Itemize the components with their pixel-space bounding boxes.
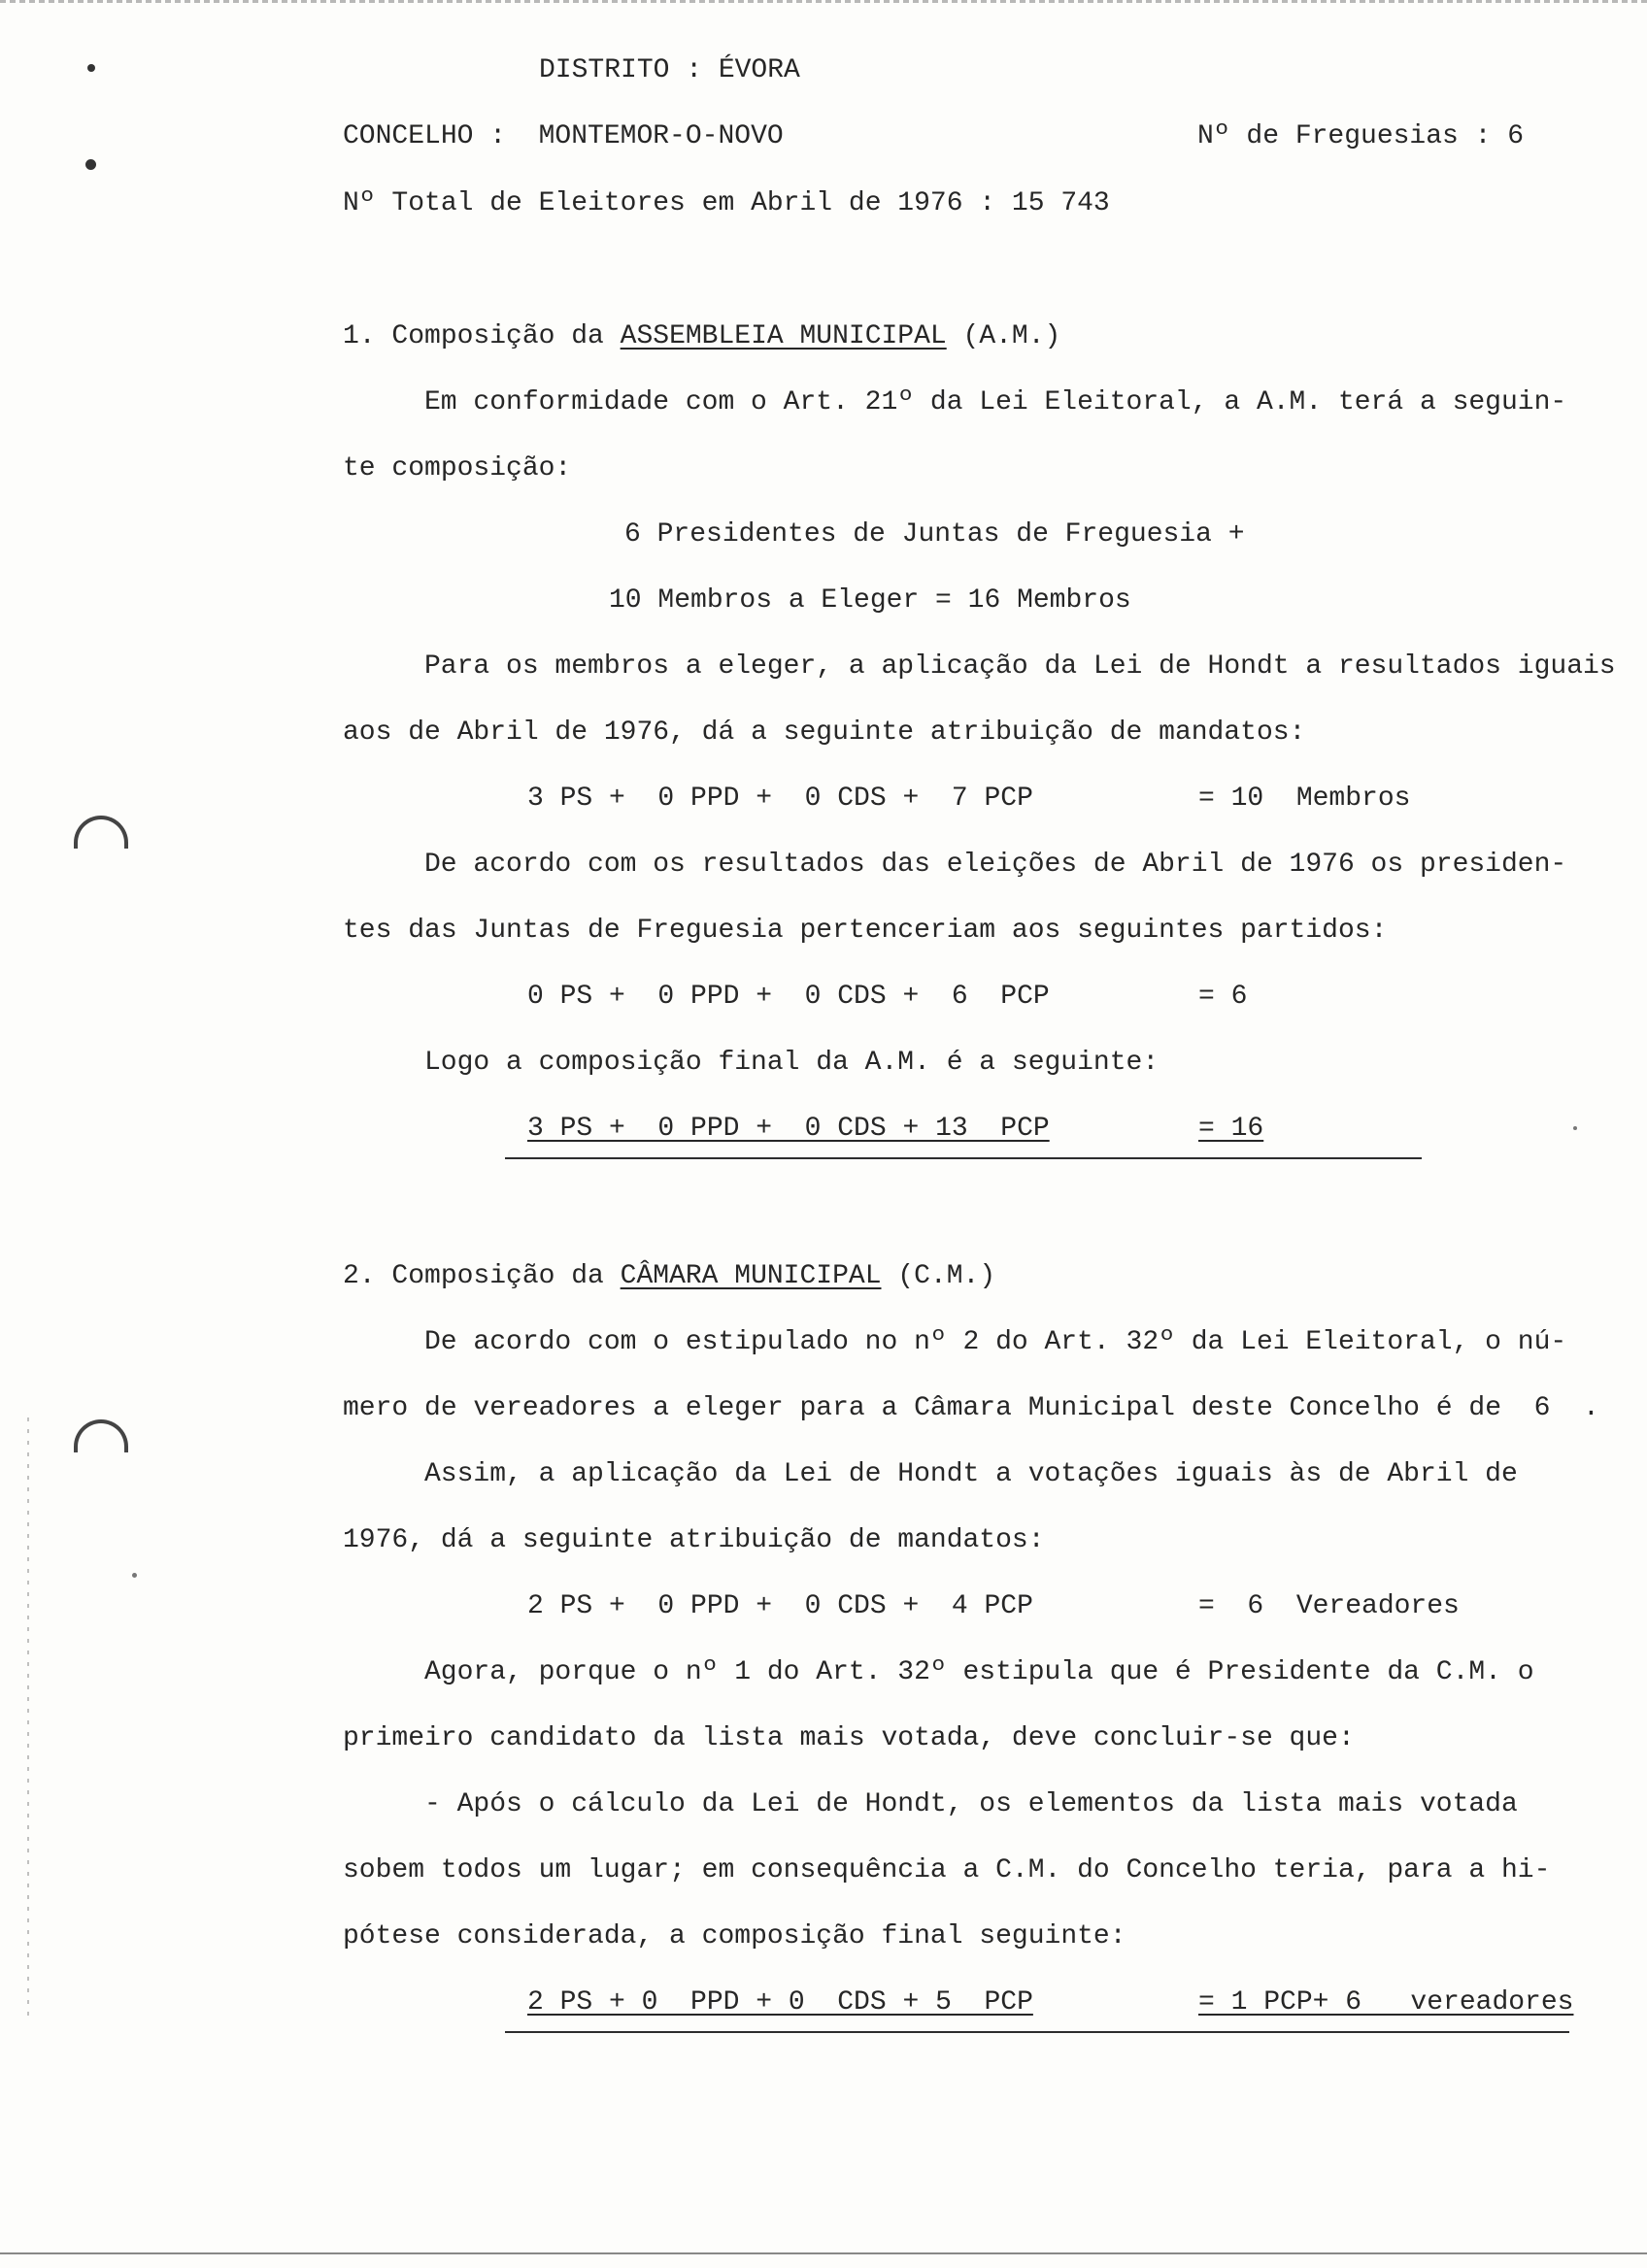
section1-paragraph-line: Para os membros a eleger, a aplicação da Lei de Hondt a resultados iguais	[424, 651, 1616, 682]
section1-heading-suffix: (A.M.)	[946, 321, 1061, 351]
scan-top-edge	[0, 0, 1647, 3]
assembly-final-parties: 3 PS + 0 PPD + 0 CDS + 13 PCP	[527, 1114, 1050, 1144]
presidents-result-total: = 6	[1198, 982, 1248, 1012]
assembly-formula-line1: 6 Presidentes de Juntas de Freguesia +	[624, 519, 1245, 550]
double-underline-rule	[505, 2031, 1569, 2033]
council-hondt-parties: 2 PS + 0 PPD + 0 CDS + 4 PCP	[527, 1591, 1033, 1621]
margin-dot	[87, 64, 95, 72]
section2-heading-prefix: 2. Composição da	[343, 1261, 621, 1291]
section2-paragraph-line: sobem todos um lugar; em consequência a C.M. do Concelho teria, para a hi-	[343, 1855, 1551, 1885]
section1-paragraph-line: Em conformidade com o Art. 21º da Lei Eleitoral, a A.M. terá a seguin-	[424, 387, 1567, 417]
section1-paragraph-line: aos de Abril de 1976, dá a seguinte atribuição de mandatos:	[343, 717, 1306, 748]
section2-paragraph-line: De acordo com o estipulado no nº 2 do Art. 32º da Lei Eleitoral, o nú-	[424, 1327, 1567, 1357]
section2-paragraph-line: 1976, dá a seguinte atribuição de mandatos:	[343, 1525, 1045, 1555]
council-final-parties: 2 PS + 0 PPD + 0 CDS + 5 PCP	[527, 1987, 1033, 2018]
binding-margin-marks	[27, 1418, 29, 2019]
section1-paragraph-line: te composição:	[343, 453, 572, 484]
punch-hole-icon	[74, 816, 128, 849]
section2-paragraph-line: mero de vereadores a eleger para a Câmara Municipal deste Concelho é de 6 .	[343, 1393, 1599, 1423]
section1-heading	[343, 320, 1060, 353]
section2-heading	[343, 1260, 995, 1293]
section2-paragraph-line: primeiro candidato da lista mais votada, deve concluir-se que:	[343, 1723, 1355, 1753]
council-final-total: = 1 PCP+ 6 vereadores	[1198, 1987, 1574, 2018]
section1-heading-prefix: 1. Composição da	[343, 321, 621, 351]
assembly-formula-line2: 10 Membros a Eleger = 16 Membros	[609, 585, 1131, 616]
section2-paragraph-line: Agora, porque o nº 1 do Art. 32º estipula que é Presidente da C.M. o	[424, 1657, 1534, 1687]
double-underline-rule	[505, 1157, 1422, 1159]
section1-paragraph-line: tes das Juntas de Freguesia pertenceriam aos seguintes partidos:	[343, 916, 1388, 946]
section2-paragraph-line: - Após o cálculo da Lei de Hondt, os elementos da lista mais votada	[424, 1789, 1518, 1819]
total-eleitores-line: Nº Total de Eleitores em Abril de 1976 : 15 743	[343, 188, 1110, 218]
margin-dot	[85, 159, 96, 170]
council-hondt-total: = 6 Vereadores	[1198, 1591, 1460, 1621]
scan-speck	[132, 1573, 137, 1578]
hondt-result-total: = 10 Membros	[1198, 784, 1411, 814]
freguesias-count: Nº de Freguesias : 6	[1197, 121, 1525, 151]
distrito-line: DISTRITO : ÉVORA	[539, 55, 800, 85]
section1-heading-title: ASSEMBLEIA MUNICIPAL	[620, 321, 947, 351]
section2-heading-title: CÂMARA MUNICIPAL	[620, 1261, 882, 1291]
section1-paragraph-line: De acordo com os resultados das eleições de Abril de 1976 os presiden-	[424, 850, 1567, 880]
scan-bottom-edge	[0, 2252, 1647, 2254]
presidents-result-parties: 0 PS + 0 PPD + 0 CDS + 6 PCP	[527, 982, 1050, 1012]
punch-hole-icon	[74, 1419, 128, 1452]
assembly-final-total: = 16	[1198, 1114, 1264, 1144]
section2-paragraph-line: Assim, a aplicação da Lei de Hondt a votações iguais às de Abril de	[424, 1459, 1518, 1489]
hondt-result-parties: 3 PS + 0 PPD + 0 CDS + 7 PCP	[527, 784, 1033, 814]
section2-paragraph-line: pótese considerada, a composição final seguinte:	[343, 1921, 1126, 1951]
concelho-line: CONCELHO : MONTEMOR-O-NOVO	[343, 121, 784, 151]
scan-speck	[1573, 1126, 1577, 1130]
section1-paragraph-line: Logo a composição final da A.M. é a seguinte:	[424, 1048, 1160, 1078]
section2-heading-suffix: (C.M.)	[881, 1261, 996, 1291]
